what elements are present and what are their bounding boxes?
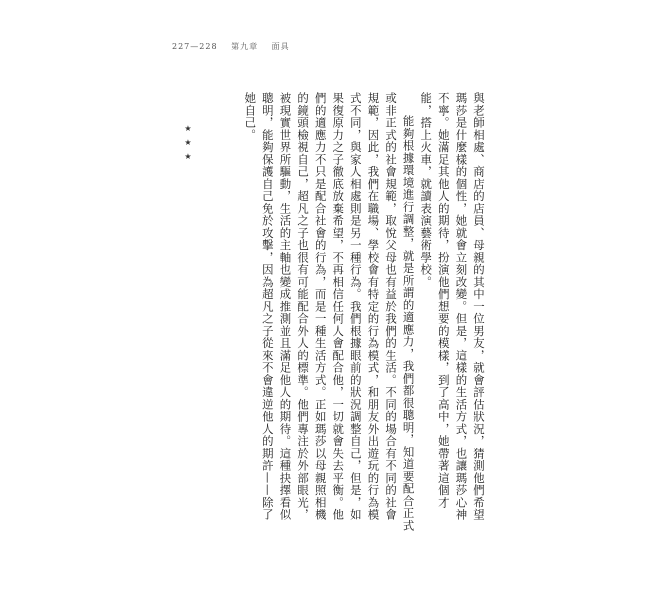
section-break-star-icon: ★ [184,138,192,147]
page-range: 227—228 [172,42,218,51]
chapter-label: 第九章 [231,42,259,51]
chapter-title: 面具 [271,42,290,51]
section-break-star-icon: ★ [184,124,192,133]
paragraph-1: 與老師相處、商店的店員、母親的其中一位男友，就會評估狀況，猜測他們希望瑪莎是什麼樣的個性，她就會立刻改變。但是，這樣的生活方式，也讓瑪莎心神不寧。她滿足其他人的期待，扮演他們想要的模樣，到了高中，她帶著這個才能，搭上火車，就讀表演藝術學校。 [419,92,486,521]
paragraph-2: 能夠根據環境進行調整，就是所謂的適應力，我們都很聰明，知道要配合正式或非正式的社會規範，取悅父母也有益於我們的生活。不同的場合有不同的社會規範，因此，我們在職場、學校會有特定的行為模式，和朋友外出遊玩的行為模式不同，與家人相處則是另一種行為。我們根據眼前的狀況調整自己，但是，如果復原力之子徹底放棄希望，不再相信任何人會配合他，一切就會失去平衡。他們的適應力不只是配合社會的行為，而是一種生活方式。正如瑪莎以母親照相機的鏡頭檢視自己，超凡之子也很有可能配合外人的標準。他們專注於外部眼光，被現實世界所驅動，生活的主軸也變成推測並且滿足他人的期待。這種抉擇看似聰明，能夠保護自己免於攻擊，因為超凡之子從來不會違逆他人的期許——除了她自己。 [243,92,416,532]
body-text [241,92,487,532]
section-break [181,122,195,164]
section-break-star-icon: ★ [184,152,192,161]
running-header [172,41,300,52]
